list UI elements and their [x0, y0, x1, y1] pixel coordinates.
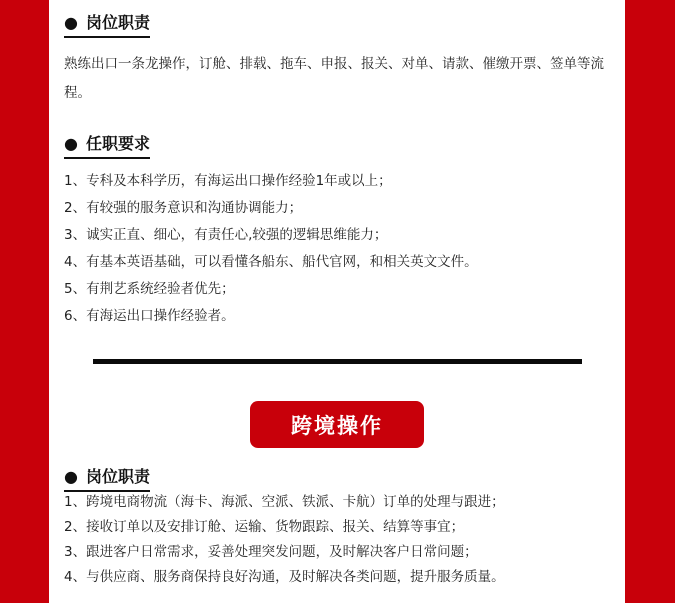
- bullet-dot-icon: ●: [64, 467, 78, 486]
- requirements-heading: [64, 134, 150, 159]
- list-item: 4、有基本英语基础，可以看懂各船东、船代官网，和相关英文文件。: [64, 254, 478, 270]
- right-red-border: [625, 0, 675, 603]
- list-item: 3、跟进客户日常需求，妥善处理突发问题，及时解决客户日常问题；: [64, 544, 478, 560]
- duties-heading: [64, 13, 150, 38]
- cross-border-duties-heading: [64, 467, 150, 492]
- list-item: 4、与供应商、服务商保持良好沟通，及时解决各类问题，提升服务质量。: [64, 569, 505, 585]
- list-item: 1、跨境电商物流（海卡、海派、空派、铁派、卡航）订单的处理与跟进；: [64, 494, 505, 510]
- list-item: 2、有较强的服务意识和沟通协调能力；: [64, 200, 303, 216]
- list-item: 6、有海运出口操作经验者。: [64, 308, 235, 324]
- cross-border-duties-list: [64, 490, 616, 590]
- requirements-heading-label: 任职要求: [85, 134, 150, 153]
- list-item: 2、接收订单以及安排订舱、运输、货物跟踪、报关、结算等事宜；: [64, 519, 465, 535]
- cross-border-badge: 跨境操作: [250, 401, 424, 448]
- list-item: 5、有荆艺系统经验者优先；: [64, 281, 235, 297]
- requirements-list: [64, 168, 616, 330]
- section-divider: [93, 359, 582, 364]
- duties-description: 熟练出口一条龙操作，订舱、排载、拖车、申报、报关、对单、请款、催缴开票、签单等流程。: [64, 56, 604, 101]
- bullet-dot-icon: ●: [64, 13, 78, 32]
- list-item: 1、专科及本科学历，有海运出口操作经验1年或以上；: [64, 173, 392, 189]
- left-red-border: [0, 0, 49, 603]
- duties-heading-label: 岗位职责: [85, 13, 150, 32]
- cross-border-duties-heading-label: 岗位职责: [85, 467, 150, 486]
- list-item: 3、诚实正直、细心，有责任心,较强的逻辑思维能力；: [64, 227, 388, 243]
- bullet-dot-icon: ●: [64, 134, 78, 153]
